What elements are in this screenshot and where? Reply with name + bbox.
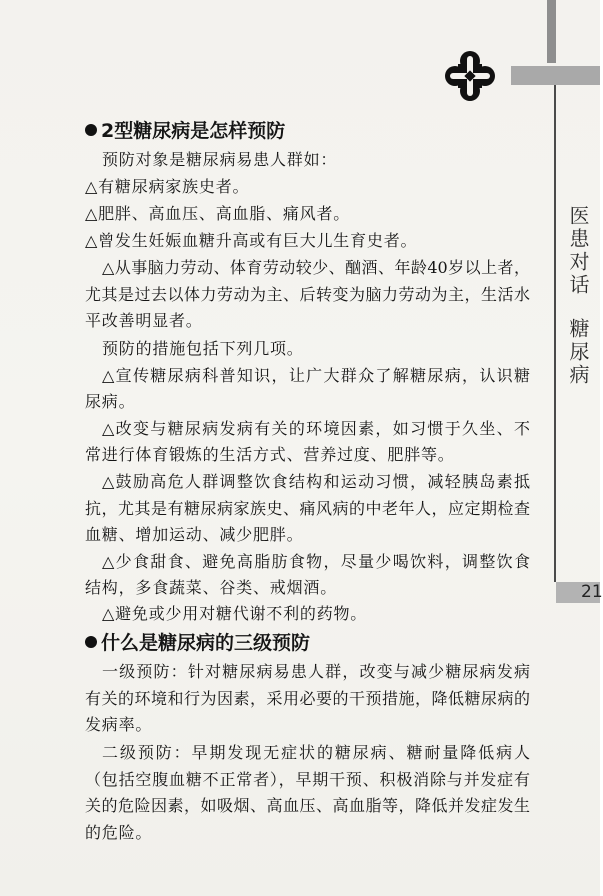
- text-line: 尿病。: [85, 392, 136, 411]
- text-line: 预防的措施包括下列几项。: [102, 339, 304, 358]
- header-band: [511, 66, 600, 85]
- text-line: 关的危险因素，如吸烟、高血压、高血脂等，降低并发症发生: [85, 796, 530, 815]
- chapter-subtitle: 糖尿病: [566, 318, 590, 387]
- text-line: △改变与糖尿病发病有关的环境因素，如习惯于久坐、不: [102, 419, 530, 438]
- page-number: 21: [581, 582, 603, 602]
- margin-rule: [554, 85, 556, 582]
- text-line: 有关的环境和行为因素，采用必要的干预措施，降低糖尿病的: [85, 689, 530, 708]
- text-line: （包括空腹血糖不正常者），早期干预、积极消除与并发症有: [85, 770, 530, 789]
- text-line: 尤其是过去以体力劳动为主、后转变为脑力劳动为主，生活水: [85, 285, 530, 304]
- text-line: 血糖、增加运动、减少肥胖。: [85, 525, 304, 544]
- text-line: 二级预防：早期发现无症状的糖尿病、糖耐量降低病人: [102, 743, 530, 762]
- text-line: 平改善明显者。: [85, 311, 203, 330]
- text-line: △少食甜食、避免高脂肪食物，尽量少喝饮料，调整饮食: [102, 552, 530, 571]
- text-line: 预防对象是糖尿病易患人群如：: [102, 150, 338, 169]
- section-heading: [85, 119, 285, 143]
- text-line: △肥胖、高血压、高血脂、痛风者。: [85, 204, 351, 223]
- text-line: 抗，尤其是有糖尿病家族史、痛风病的中老年人，应定期检查: [85, 499, 530, 518]
- text-line: △鼓励高危人群调整饮食结构和运动习惯，减轻胰岛素抵: [102, 472, 530, 491]
- medical-cross-icon: [445, 51, 495, 101]
- text-line: △有糖尿病家族史者。: [85, 177, 250, 196]
- text-line: 常进行体育锻炼的生活方式、营养过度、肥胖等。: [85, 445, 455, 464]
- section-heading-text: 2型糖尿病是怎样预防: [101, 120, 286, 142]
- section-heading: [85, 631, 310, 655]
- text-line: △宣传糖尿病科普知识，让广大群众了解糖尿病，认识糖: [102, 366, 530, 385]
- text-line: △避免或少用对糖代谢不利的药物。: [102, 604, 368, 623]
- text-line: 的危险。: [85, 823, 153, 842]
- bullet-icon: [85, 124, 97, 136]
- text-line: 发病率。: [85, 715, 153, 734]
- text-line: 结构，多食蔬菜、谷类、戒烟酒。: [85, 578, 338, 597]
- chapter-title: 医患对话: [566, 205, 590, 297]
- text-line: △曾发生妊娠血糖升高或有巨大儿生育史者。: [85, 231, 418, 250]
- page-number-tab: [556, 582, 603, 603]
- text-line: 一级预防：针对糖尿病易患人群，改变与减少糖尿病发病: [102, 662, 530, 681]
- text-line: △从事脑力劳动、体育劳动较少、酗酒、年龄40岁以上者，: [102, 258, 530, 277]
- bullet-icon: [85, 636, 97, 648]
- top-margin-bar: [547, 0, 556, 63]
- section-heading-text: 什么是糖尿病的三级预防: [101, 632, 311, 654]
